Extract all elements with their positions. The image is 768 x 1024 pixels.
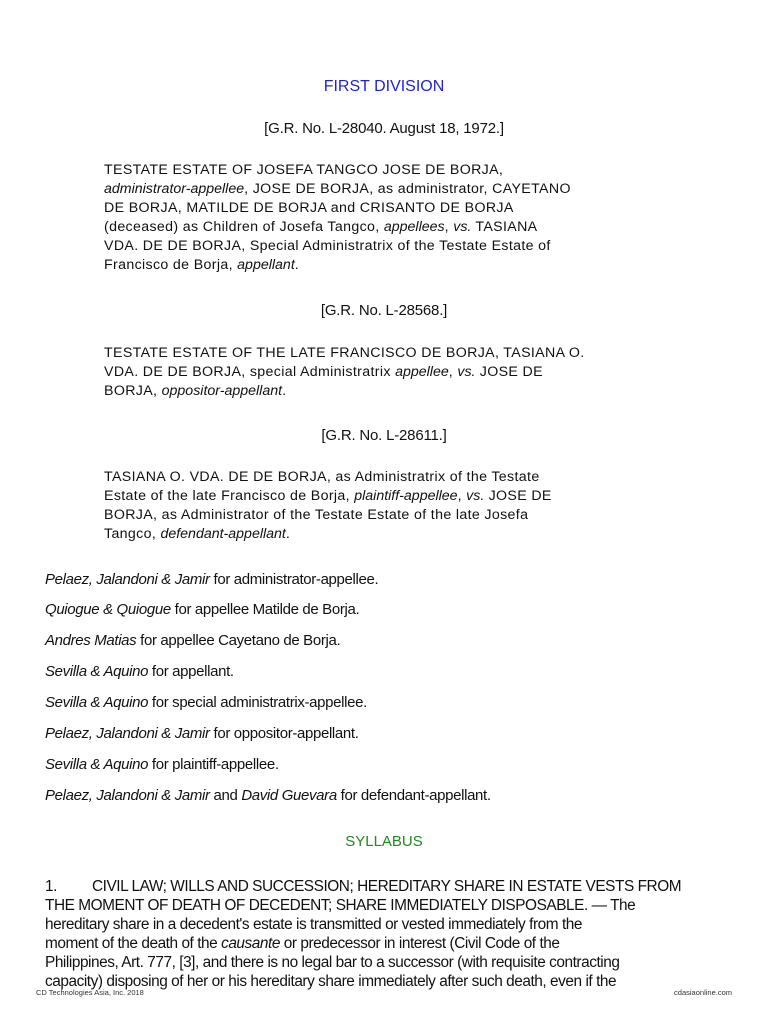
footer-copyright: CD Technologies Asia, Inc. 2018 bbox=[36, 988, 144, 997]
case-caption: TESTATE ESTATE OF THE LATE FRANCISCO DE BORJA, TASIANA O. VDA. DE DE BORJA, special Administratrix appellee, vs. JOSE DE BORJA, oppositor-appellant. bbox=[104, 345, 585, 399]
counsel-line: Pelaez, Jalandoni & Jamir and David Guevara for defendant-appellant. bbox=[45, 787, 491, 804]
counsel-line: Andres Matias for appellee Cayetano de Borja. bbox=[45, 632, 341, 649]
division-heading: FIRST DIVISION bbox=[323, 78, 445, 95]
gr-number: [G.R. No. L-28040. August 18, 1972.] bbox=[264, 120, 504, 137]
footer-site: cdasiaonline.com bbox=[674, 988, 732, 997]
counsel-line: Sevilla & Aquino for special administratrix-appellee. bbox=[45, 694, 367, 711]
case-caption: TESTATE ESTATE OF JOSEFA TANGCO JOSE DE BORJA, administrator-appellee, JOSE DE BORJA, as administrator, CAYETANO DE BORJA, MATILDE DE BORJA and CRISANTO DE BORJA (deceased) as Children of Josefa Tangco, appellees, vs. TASIANA VDA. DE DE BORJA, Special Administratrix of the Testate Estate of Francisco de Borja, appellant. bbox=[104, 162, 571, 273]
counsel-line: Sevilla & Aquino for appellant. bbox=[45, 663, 234, 680]
syllabus-number: 1. bbox=[45, 878, 57, 895]
syllabus-heading: SYLLABUS bbox=[345, 833, 423, 850]
counsel-line: Pelaez, Jalandoni & Jamir for administrator-appellee. bbox=[45, 571, 379, 588]
syllabus-paragraph: 1. CIVIL LAW; WILLS AND SUCCESSION; HEREDITARY SHARE IN ESTATE VESTS FROM THE MOMENT OF DEATH OF DECEDENT; SHARE IMMEDIATELY DISPOSABLE. — The hereditary share in a decedent's estate is transmitted or vested immediately from the moment of the death of the causante or predecessor in interest (Civil Code of the Philippines, Art. 777, [3], and there is no legal bar to a successor (with requisite contracting capacity) disposing of her or his hereditary share immediately after such death, even if the bbox=[45, 878, 682, 990]
counsel-line: Pelaez, Jalandoni & Jamir for oppositor-appellant. bbox=[45, 725, 359, 742]
gr-number: [G.R. No. L-28611.] bbox=[321, 427, 447, 444]
counsel-line: Quiogue & Quiogue for appellee Matilde de Borja. bbox=[45, 601, 360, 618]
counsel-line: Sevilla & Aquino for plaintiff-appellee. bbox=[45, 756, 279, 773]
case-caption: TASIANA O. VDA. DE DE BORJA, as Administratrix of the Testate Estate of the late Francisco de Borja, plaintiff-appellee, vs. JOSE DE BORJA, as Administrator of the Testate Estate of the late Josefa Tangco, defendant-appellant. bbox=[104, 469, 552, 542]
gr-number: [G.R. No. L-28568.] bbox=[320, 302, 448, 319]
